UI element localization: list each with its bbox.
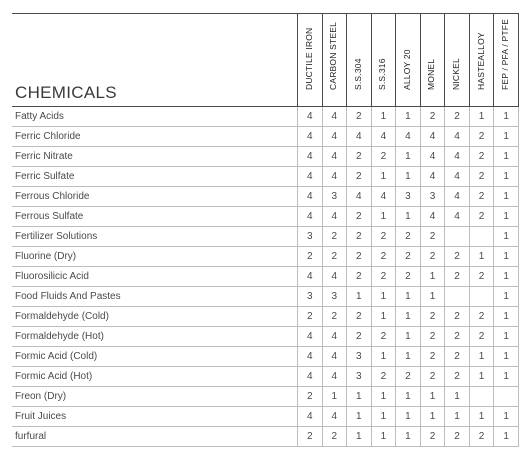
- rating-cell: 4: [445, 147, 470, 167]
- rating-cell: 2: [420, 347, 445, 367]
- rating-cell: 1: [445, 407, 470, 427]
- rating-cell: 4: [322, 327, 347, 347]
- table-row: [12, 307, 519, 327]
- rating-cell: [445, 227, 470, 247]
- table-row: [12, 427, 519, 447]
- rating-cell: 4: [347, 127, 372, 147]
- rating-cell: 1: [494, 227, 519, 247]
- rating-cell: 2: [445, 367, 470, 387]
- rating-cell: [469, 227, 494, 247]
- rating-cell: 3: [322, 287, 347, 307]
- chemical-name: Formic Acid (Hot): [12, 367, 297, 387]
- chemical-name: Fruit Juices: [12, 407, 297, 427]
- rating-cell: 2: [322, 247, 347, 267]
- rating-cell: 1: [469, 107, 494, 127]
- rating-cell: 1: [494, 327, 519, 347]
- rating-cell: 1: [322, 387, 347, 407]
- table-row: [12, 267, 519, 287]
- chemical-name: Formaldehyde (Cold): [12, 307, 297, 327]
- rating-cell: 2: [396, 227, 421, 247]
- table-row: [12, 127, 519, 147]
- rating-cell: 4: [347, 187, 372, 207]
- rating-cell: 4: [297, 407, 322, 427]
- column-header: [322, 14, 347, 107]
- column-header: [494, 14, 519, 107]
- chemical-name: Ferrous Sulfate: [12, 207, 297, 227]
- table-row: [12, 287, 519, 307]
- rating-cell: 3: [322, 187, 347, 207]
- column-header: [396, 14, 421, 107]
- rating-cell: 2: [347, 147, 372, 167]
- rating-cell: 2: [322, 307, 347, 327]
- table-row: [12, 107, 519, 127]
- rating-cell: 2: [445, 327, 470, 347]
- rating-cell: 2: [420, 107, 445, 127]
- rating-cell: 2: [371, 367, 396, 387]
- column-label: NICKEL: [451, 58, 462, 90]
- rating-cell: 4: [297, 367, 322, 387]
- rating-cell: [445, 287, 470, 307]
- chemical-name: Food Fluids And Pastes: [12, 287, 297, 307]
- chemical-name: Ferrous Chloride: [12, 187, 297, 207]
- rating-cell: 4: [445, 127, 470, 147]
- chemical-name: Fluorosilicic Acid: [12, 267, 297, 287]
- rating-cell: 1: [347, 407, 372, 427]
- rating-cell: 4: [322, 367, 347, 387]
- rating-cell: 4: [297, 207, 322, 227]
- column-header: [469, 14, 494, 107]
- rating-cell: 2: [371, 327, 396, 347]
- rating-cell: 2: [445, 307, 470, 327]
- column-header: [347, 14, 372, 107]
- rating-cell: 1: [371, 307, 396, 327]
- rating-cell: 4: [371, 187, 396, 207]
- rating-cell: 1: [494, 267, 519, 287]
- rating-cell: 4: [322, 207, 347, 227]
- rating-cell: [469, 387, 494, 407]
- rating-cell: 2: [420, 307, 445, 327]
- rating-cell: 1: [396, 147, 421, 167]
- rating-cell: 4: [297, 147, 322, 167]
- rating-cell: 1: [396, 427, 421, 447]
- rating-cell: 1: [445, 387, 470, 407]
- chemical-compatibility-table-container: [12, 13, 519, 447]
- rating-cell: 1: [420, 267, 445, 287]
- rating-cell: 4: [420, 207, 445, 227]
- rating-cell: 1: [371, 107, 396, 127]
- rating-cell: 2: [469, 147, 494, 167]
- rating-cell: 1: [420, 287, 445, 307]
- rating-cell: 2: [347, 207, 372, 227]
- rating-cell: 1: [494, 287, 519, 307]
- rating-cell: 4: [371, 127, 396, 147]
- rating-cell: 1: [396, 387, 421, 407]
- rating-cell: 1: [371, 347, 396, 367]
- table-row: [12, 227, 519, 247]
- rating-cell: 4: [297, 107, 322, 127]
- table-row: [12, 407, 519, 427]
- rating-cell: 2: [347, 227, 372, 247]
- rating-cell: 4: [322, 167, 347, 187]
- rating-cell: 1: [494, 147, 519, 167]
- rating-cell: [469, 287, 494, 307]
- rating-cell: 1: [494, 247, 519, 267]
- rating-cell: 2: [469, 187, 494, 207]
- rating-cell: 1: [347, 387, 372, 407]
- column-header: [420, 14, 445, 107]
- rating-cell: 1: [396, 307, 421, 327]
- rating-cell: 1: [396, 407, 421, 427]
- rating-cell: 1: [469, 407, 494, 427]
- rating-cell: 2: [371, 267, 396, 287]
- column-label: MONEL: [426, 58, 437, 90]
- rating-cell: 2: [347, 107, 372, 127]
- column-label: S.S.304: [352, 58, 363, 90]
- rating-cell: 2: [347, 307, 372, 327]
- rating-cell: 2: [445, 107, 470, 127]
- rating-cell: 1: [494, 207, 519, 227]
- rating-cell: 1: [494, 347, 519, 367]
- table-row: [12, 247, 519, 267]
- chemical-name: Ferric Sulfate: [12, 167, 297, 187]
- rating-cell: 2: [297, 387, 322, 407]
- rating-cell: 4: [445, 207, 470, 227]
- rating-cell: 1: [494, 187, 519, 207]
- rating-cell: 2: [469, 167, 494, 187]
- rating-cell: [494, 387, 519, 407]
- rating-cell: 2: [445, 267, 470, 287]
- table-row: [12, 207, 519, 227]
- rating-cell: 1: [371, 387, 396, 407]
- rating-cell: 2: [297, 307, 322, 327]
- rating-cell: 2: [347, 247, 372, 267]
- rating-cell: 4: [396, 127, 421, 147]
- rating-cell: 2: [469, 327, 494, 347]
- rating-cell: 1: [396, 347, 421, 367]
- rating-cell: 4: [420, 127, 445, 147]
- rating-cell: 4: [322, 267, 347, 287]
- rating-cell: 4: [322, 407, 347, 427]
- column-header: [371, 14, 396, 107]
- rating-cell: 1: [494, 107, 519, 127]
- column-header: [445, 14, 470, 107]
- rating-cell: 2: [469, 267, 494, 287]
- table-row: [12, 347, 519, 367]
- rating-cell: 2: [371, 147, 396, 167]
- rating-cell: 1: [396, 287, 421, 307]
- rating-cell: 2: [420, 247, 445, 267]
- column-label: ALLOY 20: [401, 49, 412, 90]
- rating-cell: 2: [371, 227, 396, 247]
- table-row: [12, 387, 519, 407]
- table-body: [12, 107, 519, 447]
- rating-cell: 2: [469, 207, 494, 227]
- rating-cell: 4: [322, 127, 347, 147]
- column-label: S.S.316: [377, 58, 388, 90]
- chemicals-header: [12, 14, 297, 107]
- table-row: [12, 187, 519, 207]
- rating-cell: 4: [420, 147, 445, 167]
- rating-cell: 4: [420, 167, 445, 187]
- table-row: [12, 367, 519, 387]
- rating-cell: 1: [371, 287, 396, 307]
- rating-cell: 2: [347, 327, 372, 347]
- rating-cell: 2: [445, 347, 470, 367]
- chemical-name: Fatty Acids: [12, 107, 297, 127]
- rating-cell: 1: [347, 287, 372, 307]
- rating-cell: 2: [469, 127, 494, 147]
- rating-cell: 4: [297, 167, 322, 187]
- rating-cell: 4: [322, 147, 347, 167]
- chemical-compatibility-table: [12, 13, 519, 447]
- rating-cell: 3: [297, 227, 322, 247]
- rating-cell: 2: [420, 327, 445, 347]
- rating-cell: 1: [420, 407, 445, 427]
- rating-cell: 1: [371, 427, 396, 447]
- rating-cell: 4: [297, 127, 322, 147]
- rating-cell: 2: [347, 167, 372, 187]
- rating-cell: 1: [396, 327, 421, 347]
- rating-cell: 1: [347, 427, 372, 447]
- rating-cell: 1: [396, 167, 421, 187]
- rating-cell: 3: [347, 347, 372, 367]
- chemical-name: Ferric Nitrate: [12, 147, 297, 167]
- rating-cell: 2: [420, 427, 445, 447]
- rating-cell: 2: [469, 427, 494, 447]
- rating-cell: 4: [445, 167, 470, 187]
- rating-cell: 1: [494, 367, 519, 387]
- chemical-name: Fluorine (Dry): [12, 247, 297, 267]
- rating-cell: 1: [371, 167, 396, 187]
- rating-cell: 2: [396, 367, 421, 387]
- column-label: CARBON STEEL: [328, 21, 339, 90]
- rating-cell: 2: [396, 267, 421, 287]
- rating-cell: 2: [396, 247, 421, 267]
- rating-cell: 1: [494, 127, 519, 147]
- table-row: [12, 147, 519, 167]
- rating-cell: 4: [322, 347, 347, 367]
- rating-cell: 4: [297, 347, 322, 367]
- rating-cell: 2: [445, 247, 470, 267]
- rating-cell: 3: [297, 287, 322, 307]
- rating-cell: 2: [347, 267, 372, 287]
- rating-cell: 4: [322, 107, 347, 127]
- rating-cell: 1: [371, 407, 396, 427]
- rating-cell: 2: [297, 427, 322, 447]
- chemical-name: Formic Acid (Cold): [12, 347, 297, 367]
- rating-cell: 4: [297, 327, 322, 347]
- rating-cell: 4: [297, 187, 322, 207]
- rating-cell: 1: [494, 427, 519, 447]
- table-row: [12, 167, 519, 187]
- rating-cell: 2: [420, 227, 445, 247]
- chemical-name: furfural: [12, 427, 297, 447]
- chemical-name: Ferric Chloride: [12, 127, 297, 147]
- rating-cell: 1: [494, 307, 519, 327]
- rating-cell: 1: [469, 347, 494, 367]
- rating-cell: 2: [420, 367, 445, 387]
- rating-cell: 3: [347, 367, 372, 387]
- rating-cell: 2: [371, 247, 396, 267]
- header-row: [12, 14, 519, 107]
- rating-cell: 4: [297, 267, 322, 287]
- chemical-name: Formaldehyde (Hot): [12, 327, 297, 347]
- rating-cell: 1: [420, 387, 445, 407]
- rating-cell: 1: [469, 367, 494, 387]
- rating-cell: 1: [396, 107, 421, 127]
- rating-cell: 4: [445, 187, 470, 207]
- rating-cell: 1: [494, 407, 519, 427]
- column-label: FEP / PFA / PTFE: [500, 18, 511, 90]
- rating-cell: 2: [445, 427, 470, 447]
- rating-cell: 2: [322, 427, 347, 447]
- rating-cell: 3: [396, 187, 421, 207]
- rating-cell: 2: [469, 307, 494, 327]
- column-label: HASTEALLOY: [475, 32, 486, 90]
- chemicals-title: CHEMICALS: [15, 83, 117, 102]
- rating-cell: 2: [322, 227, 347, 247]
- column-header: [297, 14, 322, 107]
- rating-cell: 1: [469, 247, 494, 267]
- column-label: DUCTILE IRON: [303, 27, 314, 90]
- rating-cell: 1: [396, 207, 421, 227]
- rating-cell: 1: [371, 207, 396, 227]
- table-row: [12, 327, 519, 347]
- chemical-name: Freon (Dry): [12, 387, 297, 407]
- rating-cell: 2: [297, 247, 322, 267]
- rating-cell: 1: [494, 167, 519, 187]
- chemical-name: Fertilizer Solutions: [12, 227, 297, 247]
- rating-cell: 3: [420, 187, 445, 207]
